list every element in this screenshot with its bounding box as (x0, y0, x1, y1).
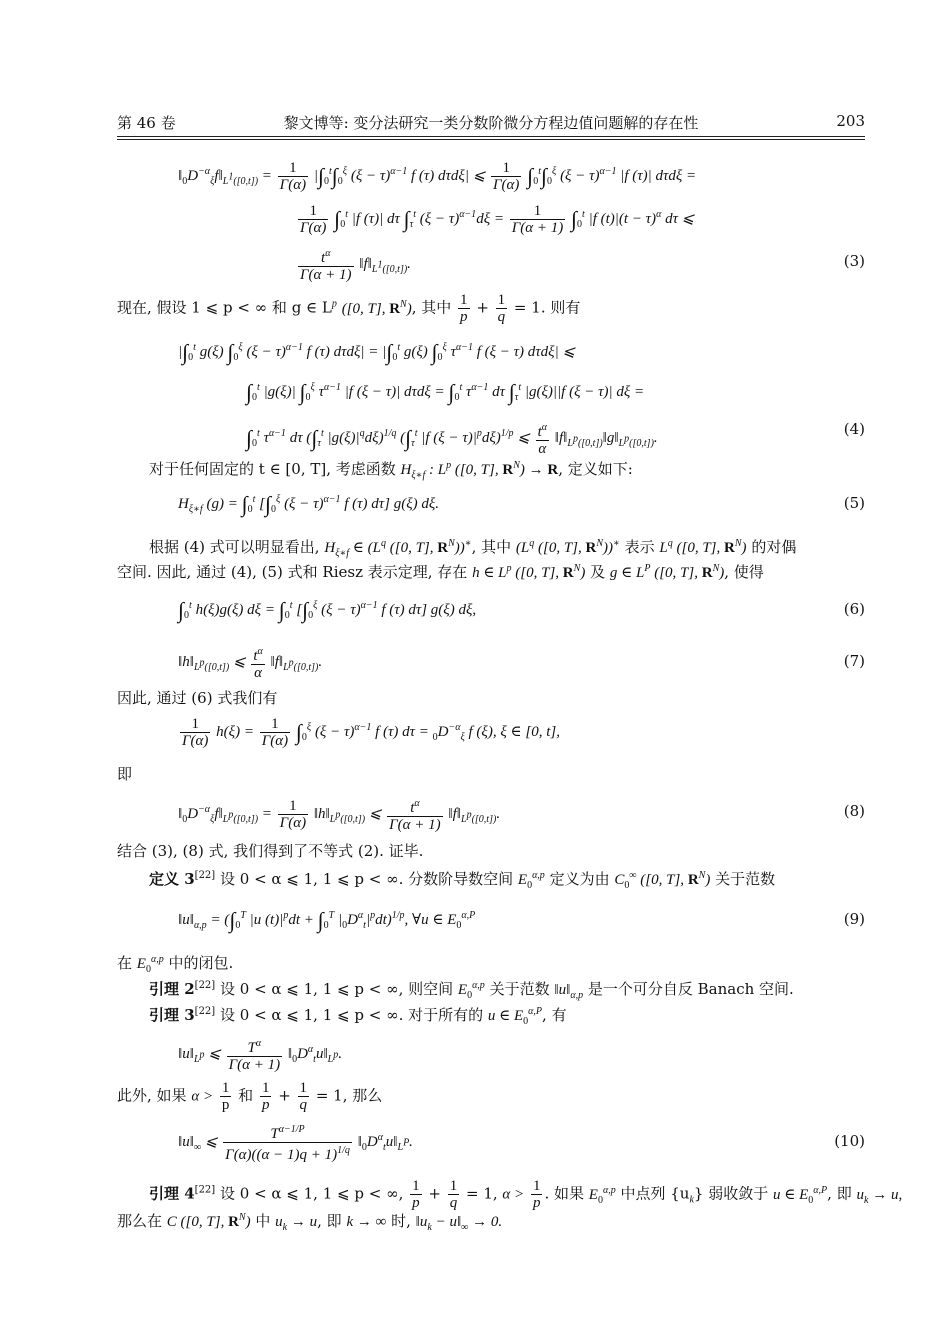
text-hence: 因此, 通过 (6) 式我们有 (117, 689, 278, 707)
text-besides-end: , 那么 (342, 1086, 383, 1105)
lemma-2-label: 引理 2 (149, 980, 195, 998)
header-rule-thin (117, 139, 865, 140)
text-by4-line2c: , 使得 (724, 563, 764, 581)
lemma-4-label: 引理 4 (149, 1184, 195, 1203)
lemma-4-line2: 那么在 C ([0, T], $R^N$) 中 $u_k \to u$, 即 k → ∞ 时, $‖u_k$ − $u‖_\infty \to 0$. (117, 1212, 503, 1233)
equation-3-line3: $\frac{t^\alpha}{\Gamma(\alpha + 1)}$ $‖f‖_{L^1([0,t])}$. (300, 248, 411, 283)
equation-8: $‖_0D^{-\alpha}_\xi f‖_{L^p([0,t])}$ = $\frac{1}{\Gamma(\alpha)}$ $‖h‖_{L^p([0,t])}$ ⩽ $\frac{t^\alpha}{\Gamma(\alpha + 1)}$ $‖f‖_{L^p([0,t])}$. (178, 798, 501, 833)
equation-number-6: (6) (843, 600, 865, 618)
definition-3-label: 定义 3 (149, 870, 195, 888)
running-header (117, 112, 865, 136)
equation-4-line2: $\int_0^t$ |g(ξ)| $\int_0^\xi$ $\tau^{\alpha-1}$ |f (ξ − τ)| $d\tau d\xi = \int_0^t$ $\tau^{\alpha-1}$ dτ $\int_\tau^t$ |g(ξ)||f (ξ − τ)| dξ = (246, 379, 645, 405)
text-fixed-end: , 定义如下: (558, 460, 633, 478)
equation-number-3: (3) (843, 252, 865, 270)
lemma-3-label: 引理 3 (149, 1006, 195, 1024)
lemma-4-text2: . 如果 (544, 1184, 584, 1203)
equation-3-line2: $\frac{1}{\Gamma(\alpha)}$ $\int_0^t$ |f (τ)| dτ $\int_\tau^t$ $(\xi - \tau)^{\alpha-1}d\xi$ = $\frac{1}{\Gamma(\alpha + 1)}$ $\int_0^t$ |f $(t)|(t - \tau)^\alpha$ dτ ⩽ (300, 203, 695, 236)
lemma-4-ref: [22] (194, 1184, 216, 1196)
paragraph-by-4-line2: 空间. 因此, 通过 (4), (5) 式和 Riesz 表示定理, 存在 h ∈ $L^p$ ([0, T], $R^N$) 及 g ∈ $L^P$ ([0, T], $R^N$), 使得 (117, 563, 764, 581)
lemma-4: 引理 4[22] 设 0 < α ⩽ 1, 1 ⩽ p < ∞, $\frac{1}{p}$ + $\frac{1}{q}$ = 1, α > $\frac{1}{p}$ . 如果 $E_0^{\alpha,p}$ 中点列 $\{u_k\}$ 弱收敛于 u ∈ $E_0^{\alpha,P}$, 即 $u_k \to u$, (149, 1178, 903, 1211)
text-by4-line2: 空间. 因此, 通过 (4), (5) 式和 Riesz 表示定理, 存在 (117, 563, 468, 581)
text-combine: 结合 (3), (8) 式, 我们得到了不等式 (2). 证毕. (117, 842, 424, 860)
text-besides: 此外, 如果 (117, 1086, 187, 1105)
lemma-3-text: 设 0 < α ⩽ 1, 1 ⩽ p < ∞. 对于所有的 (219, 1006, 484, 1024)
lemma-4-line2-text: 那么在 (117, 1212, 163, 1230)
equation-4-line1: $|\int_0^t$ g(ξ) $\int_0^\xi$ $(\xi - \tau)^{\alpha-1}$ f (τ) $d\tau d\xi| = |\int_0^t$ g(ξ) $\int_0^\xi$ $\tau^{\alpha-1}$ f (ξ − τ) dτdξ| ⩽ (178, 339, 576, 365)
lemma-2-ref: [22] (194, 980, 216, 991)
text-by4-b: , 其中 (471, 538, 512, 556)
paragraph-combine (117, 841, 423, 861)
definition-3-ref: [22] (194, 870, 216, 881)
lemma-4-text: 设 0 < α ⩽ 1, 1 ⩽ p < ∞, (219, 1184, 404, 1203)
lemma-3: 引理 3[22] 设 0 < α ⩽ 1, 1 ⩽ p < ∞. 对于所有的 u ∈ $E_0^{\alpha,P}$, 有 (149, 1006, 567, 1027)
paragraph-closure: 在 $E_0^{\alpha,p}$ 中的闭包. (117, 954, 234, 975)
lemma-4-line2d: 时, (391, 1212, 411, 1230)
lemma-2-text3: 是一个可分自反 Banach 空间. (587, 980, 794, 998)
equation-7: $‖h‖_{L^p([0,t])}$ ⩽ $\frac{t^\alpha}{\alpha}$ $‖f‖_{L^p([0,t])}$. (178, 646, 323, 681)
equation-lemma-3: $‖u‖_{L^p}$ ⩽ $\frac{T^\alpha}{\Gamma(\alpha + 1)}$ $‖_0D^\alpha_tu‖_{L^p}$. (178, 1038, 342, 1073)
equation-4-line3: $\int_0^t$ $\tau^{\alpha-1}$ dτ ($\int_\tau^t$ $|g(\xi)|^qd\xi)^{1/q}$ ($\int_\tau^t$ |f $(\xi - \tau)|^pd\xi)^{1/p}$ ⩽ $\frac{t^\alpha}{\alpha}$ $‖f‖_{L^p([0,t])}‖g‖_{L^p([0,t])}$. (246, 422, 658, 457)
text-by4-a: 根据 (4) 式可以明显看出, (149, 538, 320, 556)
paragraph-ie (117, 764, 132, 784)
text-now-tail: , 其中 (411, 298, 452, 317)
lemma-4-line2c: , 即 (317, 1212, 342, 1230)
lemma-2-text: 设 0 < α ⩽ 1, 1 ⩽ p < ∞, 则空间 (219, 980, 454, 998)
definition-3-text: 设 0 < α ⩽ 1, 1 ⩽ p < ∞. 分数阶导数空间 (219, 870, 514, 888)
definition-3-text3: 关于范数 (715, 870, 776, 888)
equation-number-4: (4) (843, 420, 865, 438)
lemma-4-text5: , 即 (827, 1184, 852, 1203)
text-now-end: . 则有 (540, 298, 581, 317)
lemma-2: 引理 2[22] 设 0 < α ⩽ 1, 1 ⩽ p < ∞, 则空间 $E_0^{\alpha,p}$ 关于范数 $‖u‖_{\alpha,p}$ 是一个可分自反 Banach 空间. (149, 980, 794, 1001)
running-title: 黎文博等: 变分法研究一类分数阶微分方程边值问题解的存在性 (283, 114, 699, 132)
page-number: 203 (836, 112, 865, 130)
equation-9: $‖u‖_{\alpha,p} = (\int_0^T$ |u $(t)|^pdt + \int_0^T$ $|_0D^\alpha_t|^pdt)^{1/p}$, ∀u ∈ $E_0^{\alpha,P}$ (178, 907, 476, 933)
equation-number-8: (8) (843, 802, 865, 820)
equation-5: $H_{\xi∗f}$ $(g) = \int_0^t$ [$\int_0^\xi$ $(\xi - \tau)^{\alpha-1}$ f (τ) dτ] g(ξ) dξ. (178, 491, 440, 517)
text-ie: 即 (117, 765, 133, 783)
lemma-4-text3: 中点列 {u (620, 1184, 690, 1203)
text-by4-line2b: 及 (590, 563, 606, 581)
paragraph-now-assume: 现在, 假设 1 ⩽ p < ∞ 和 g ∈ $L^p$ ([0, T], $R^N$), 其中 $\frac{1}{p}$ + $\frac{1}{q}$ = 1. 则有 (117, 292, 581, 325)
text-closure-end: 中的闭包. (168, 954, 234, 972)
volume-label: 第 46 卷 (117, 114, 176, 132)
lemma-3-ref: [22] (194, 1006, 216, 1017)
lemma-4-line2b: 中 (255, 1212, 271, 1230)
equation-6: $\int_0^t$ h(ξ)g(ξ) $d\xi = \int_0^t$ [$\int_0^\xi$ $(\xi - \tau)^{\alpha-1}$ f (τ) dτ] g(ξ) dξ, (178, 597, 477, 623)
lemma-3-text2: , 有 (542, 1006, 567, 1024)
lemma-4-text4: } 弱收敛于 (693, 1184, 769, 1203)
text-besides-and: 和 (238, 1086, 254, 1105)
equation-3-line1: $‖_0D^{-\alpha}_\xi f‖_{L^1([0,t])}$ = $\frac{1}{\Gamma(\alpha)}$ $|\int_0^t\int_0^\xi$ $(\xi - \tau)^{\alpha-1}$ f (τ) dτdξ| ⩽ $\frac{1}{\Gamma(\alpha)}$ $\int_0^t\int_0^\xi$ $(\xi - \tau)^{\alpha-1}$ |f (τ)| dτdξ = (178, 160, 697, 193)
equation-number-7: (7) (843, 652, 865, 670)
text-by4-d: 的对偶 (751, 538, 797, 556)
text-by4-c: 表示 (624, 538, 655, 556)
paragraph-besides: 此外, 如果 α > $\frac{1}{p}$ 和 $\frac{1}{p}$ + $\frac{1}{q}$ = 1, 那么 (117, 1080, 383, 1113)
lemma-2-text2: 关于范数 (489, 980, 550, 998)
equation-number-9: (9) (843, 910, 865, 928)
paragraph-by-4: 根据 (4) 式可以明显看出, $H_{\xi∗f}$ ∈ ($L^q$ ([0, T], $R^N))^∗$, 其中 ($L^q$ ([0, T], $R^N))^∗$ 表示 $L^q$ ([0, T], $R^N$) 的对偶 (149, 538, 797, 559)
definition-3: 定义 3[22] 设 0 < α ⩽ 1, 1 ⩽ p < ∞. 分数阶导数空间 $E_0^{\alpha,p}$ 定义为由 $C_0^\infty$ ([0, T], $R^N$) 关于范数 (149, 870, 776, 891)
equation-hence: $\frac{1}{\Gamma(\alpha)}$ h(ξ) = $\frac{1}{\Gamma(\alpha)}$ $\int_0^\xi$ $(\xi - \tau)^{\alpha-1}$ f (τ) $d\tau = _0D^{-\alpha}_\xi$ f (ξ), ξ ∈ [0, t], (182, 716, 560, 749)
text-now-assume: 现在, 假设 1 ⩽ p < ∞ 和 g ∈ L (117, 298, 332, 317)
text-closure: 在 (117, 954, 133, 972)
equation-number-5: (5) (843, 494, 865, 512)
text-fixed-t: 对于任何固定的 t ∈ [0, T], 考虑函数 (149, 460, 396, 478)
equation-number-10: (10) (834, 1132, 865, 1150)
definition-3-text2: 定义为由 (549, 870, 610, 888)
header-rule (117, 136, 865, 137)
paragraph-hence (117, 688, 277, 708)
equation-10: $‖u‖_\infty$ ⩽ $\frac{T^{\alpha-1/P}}{\Gamma(\alpha)((\alpha - 1)q + 1)^{1/q}}$ $‖_0D^\alpha_tu‖_{L^P}$. (178, 1124, 413, 1163)
paragraph-fixed-t: 对于任何固定的 t ∈ [0, T], 考虑函数 $H_{\xi∗f}$ : $L^p$ ([0, T], $R^N) \to R$, 定义如下: (149, 460, 633, 481)
